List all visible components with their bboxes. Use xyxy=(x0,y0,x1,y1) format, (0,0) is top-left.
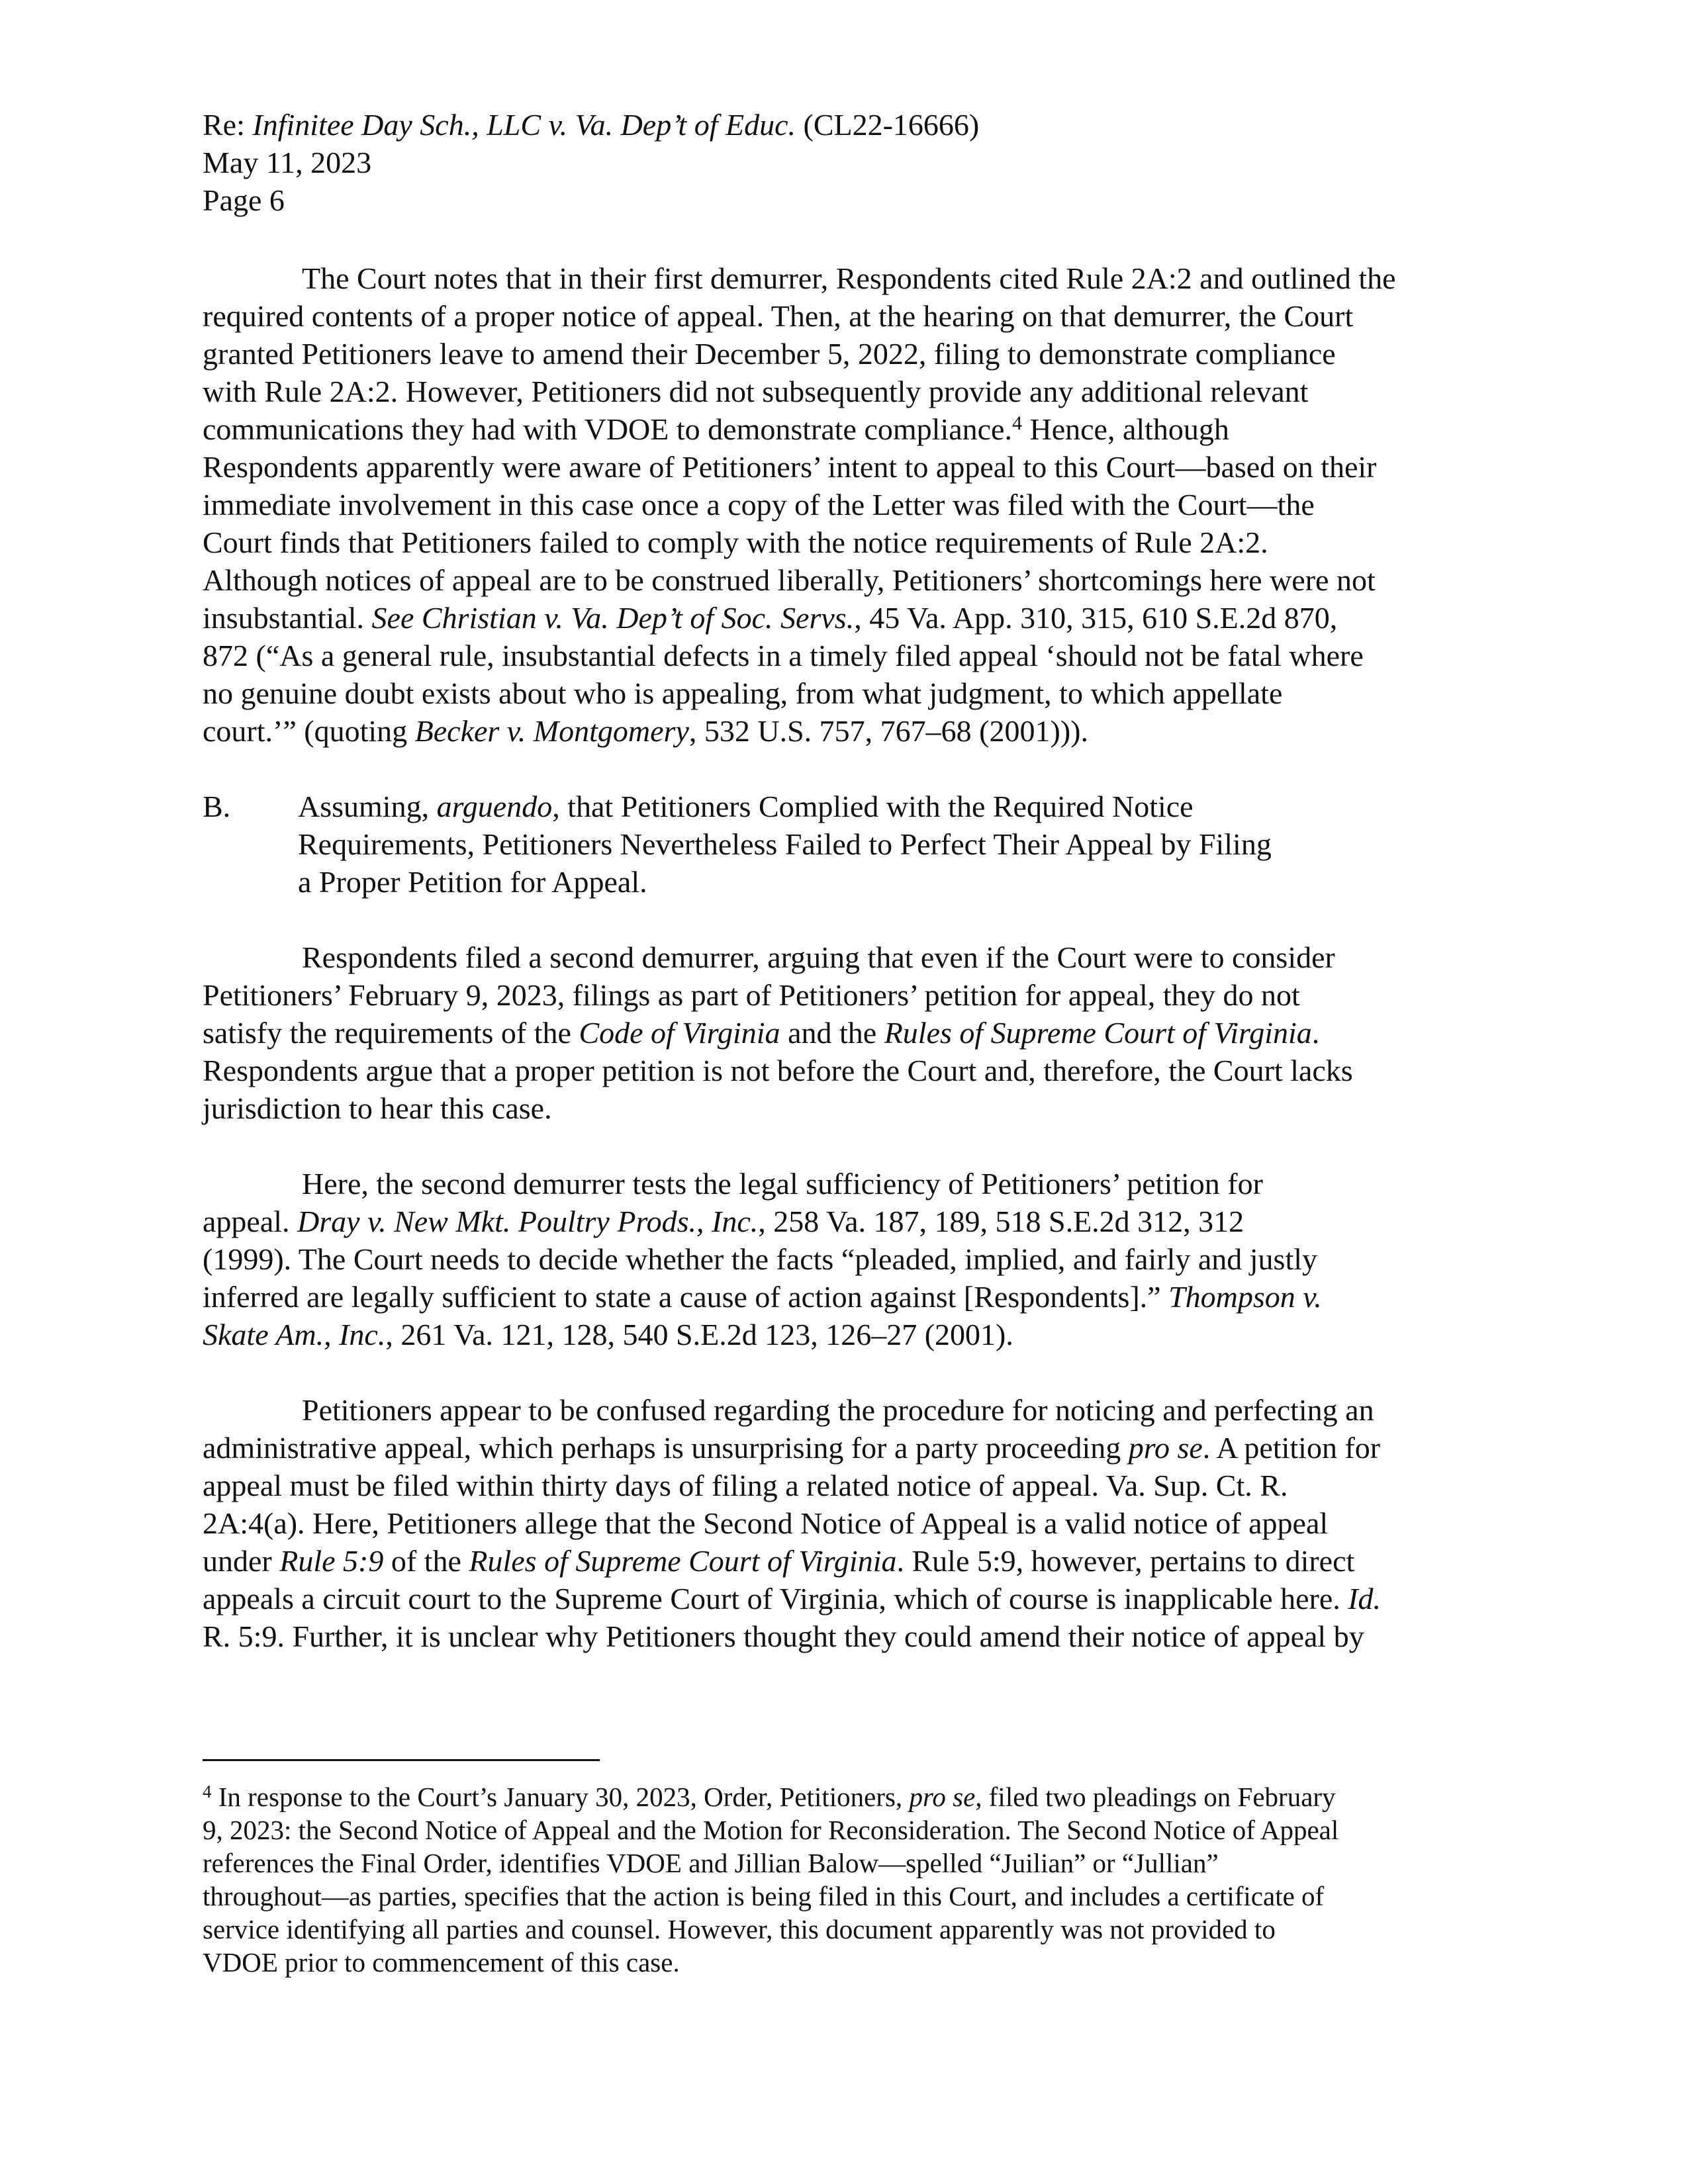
footnote-line: throughout—as parties, specifies that the action is being filed in this Court, and includes a certificate of xyxy=(203,1881,1325,1911)
text-line: Respondents argue that a proper petition is not before the Court and, therefore, the Court lacks xyxy=(203,1054,1353,1087)
section-letter: B. xyxy=(203,790,231,823)
text-line: Respondents apparently were aware of Petitioners’ intent to appeal to this Court—based on their xyxy=(203,450,1377,484)
case-citation: Thompson v. xyxy=(1168,1280,1322,1314)
footnote-4 xyxy=(203,1780,1338,1979)
footnote-line: service identifying all parties and counsel. However, this document apparently was not provided to xyxy=(203,1914,1276,1944)
text-line: satisfy the requirements of the Code of Virginia and the Rules of Supreme Court of Virginia. xyxy=(203,1016,1320,1050)
paragraph-procedure xyxy=(203,1391,1396,1655)
text-line: Skate Am., Inc., 261 Va. 121, 128, 540 S.E.2d 123, 126–27 (2001). xyxy=(203,1318,1013,1351)
case-number: (CL22-16666) xyxy=(796,108,980,142)
case-citation: Becker v. Montgomery xyxy=(414,714,689,748)
text-line: inferred are legally sufficient to state a cause of action against [Respondents].” Thompson v. xyxy=(203,1280,1322,1314)
case-name: Infinitee Day Sch., LLC v. Va. Dep’t of Educ. xyxy=(252,108,796,142)
text-line: R. 5:9. Further, it is unclear why Petitioners thought they could amend their notice of appeal by xyxy=(203,1619,1364,1653)
text-line: Here, the second demurrer tests the legal sufficiency of Petitioners’ petition for xyxy=(302,1167,1263,1201)
footnote-line: 9, 2023: the Second Notice of Appeal and the Motion for Reconsideration. The Second Notice of Appeal xyxy=(203,1815,1339,1845)
section-heading-text: Assuming, arguendo, that Petitioners Complied with the Required Notice Requirements, Petitioners Nevertheless Failed to Perfect Their Appeal by Filing a Proper Petition for Appeal. xyxy=(298,790,1272,899)
text-line: no genuine doubt exists about who is appealing, from what judgment, to which appellate xyxy=(203,676,1283,710)
text-line: 872 (“As a general rule, insubstantial defects in a timely filed appeal ‘should not be fatal where xyxy=(203,639,1364,672)
text-line: administrative appeal, which perhaps is unsurprising for a party proceeding pro se. A petition for xyxy=(203,1431,1381,1465)
text-line: jurisdiction to hear this case. xyxy=(203,1091,552,1125)
text-line: required contents of a proper notice of appeal. Then, at the hearing on that demurrer, the Court xyxy=(203,299,1354,333)
paragraph-second-demurrer xyxy=(203,938,1396,1127)
body-text xyxy=(203,259,1396,1655)
footnote-line: references the Final Order, identifies VDOE and Jillian Balow—spelled “Juilian” or “Jullian” xyxy=(203,1848,1219,1878)
text-line: immediate involvement in this case once a copy of the Letter was filed with the Court—the xyxy=(203,488,1315,522)
section-heading-b xyxy=(203,788,1396,901)
text-line: Although notices of appeal are to be construed liberally, Petitioners’ shortcomings here were not xyxy=(203,563,1376,597)
text-line: communications they had with VDOE to demonstrate compliance.$^4$ Hence, although xyxy=(203,412,1229,446)
text-line: under Rule 5:9 of the Rules of Supreme Court of Virginia. Rule 5:9, however, pertains to direct xyxy=(203,1544,1355,1578)
text-line: appeal. Dray v. New Mkt. Poultry Prods., Inc., 258 Va. 187, 189, 518 S.E.2d 312, 312 xyxy=(203,1205,1244,1238)
text-line: appeal must be filed within thirty days of filing a related notice of appeal. Va. Sup. Ct. R. xyxy=(203,1469,1288,1502)
text-line: insubstantial. See Christian v. Va. Dep’t of Soc. Servs., 45 Va. App. 310, 315, 610 S.E.2d 870, xyxy=(203,601,1338,635)
text-line: Court finds that Petitioners failed to comply with the notice requirements of Rule 2A:2. xyxy=(203,525,1268,559)
letter-date: May 11, 2023 xyxy=(203,146,372,179)
text-line: court.’” (quoting Becker v. Montgomery, 532 U.S. 757, 767–68 (2001))). xyxy=(203,714,1088,748)
text-line: appeals a circuit court to the Supreme Court of Virginia, which of course is inapplicable here. Id. xyxy=(203,1582,1382,1615)
footnote-line: VDOE prior to commencement of this case. xyxy=(203,1947,680,1978)
footnote-line: $^4$ In response to the Court’s January 30, 2023, Order, Petitioners, pro se, filed two pleadings on February xyxy=(203,1782,1336,1812)
footnote-reference[interactable]: 4 xyxy=(1011,412,1022,434)
footnote-number: 4 xyxy=(203,1782,212,1801)
footnote-divider xyxy=(203,1759,600,1761)
page-number: Page 6 xyxy=(203,183,285,217)
case-reference: Re: Infinitee Day Sch., LLC v. Va. Dep’t of Educ. (CL22-16666) xyxy=(203,108,980,142)
text-line: with Rule 2A:2. However, Petitioners did not subsequently provide any additional relevant xyxy=(203,375,1309,408)
text-line: The Court notes that in their first demurrer, Respondents cited Rule 2A:2 and outlined the xyxy=(302,261,1396,295)
text-line: Petitioners appear to be confused regarding the procedure for noticing and perfecting an xyxy=(302,1393,1374,1427)
text-line: Petitioners’ February 9, 2023, filings as part of Petitioners’ petition for appeal, they do not xyxy=(203,978,1300,1012)
text-line: 2A:4(a). Here, Petitioners allege that the Second Notice of Appeal is a valid notice of appeal xyxy=(203,1506,1329,1540)
text-line: Respondents filed a second demurrer, arguing that even if the Court were to consider xyxy=(302,940,1335,974)
case-citation: Christian v. Va. Dep’t of Soc. Servs. xyxy=(421,601,855,635)
text-line: (1999). The Court needs to decide whether the facts “pleaded, implied, and fairly and justly xyxy=(203,1242,1318,1276)
case-citation: Dray v. New Mkt. Poultry Prods., Inc. xyxy=(297,1205,759,1238)
case-citation: Skate Am., Inc. xyxy=(203,1318,386,1351)
text-line: granted Petitioners leave to amend their December 5, 2022, filing to demonstrate compliance xyxy=(203,337,1336,371)
paragraph-first-demurrer xyxy=(203,259,1396,750)
letter-header xyxy=(203,106,979,219)
paragraph-legal-sufficiency xyxy=(203,1165,1396,1353)
